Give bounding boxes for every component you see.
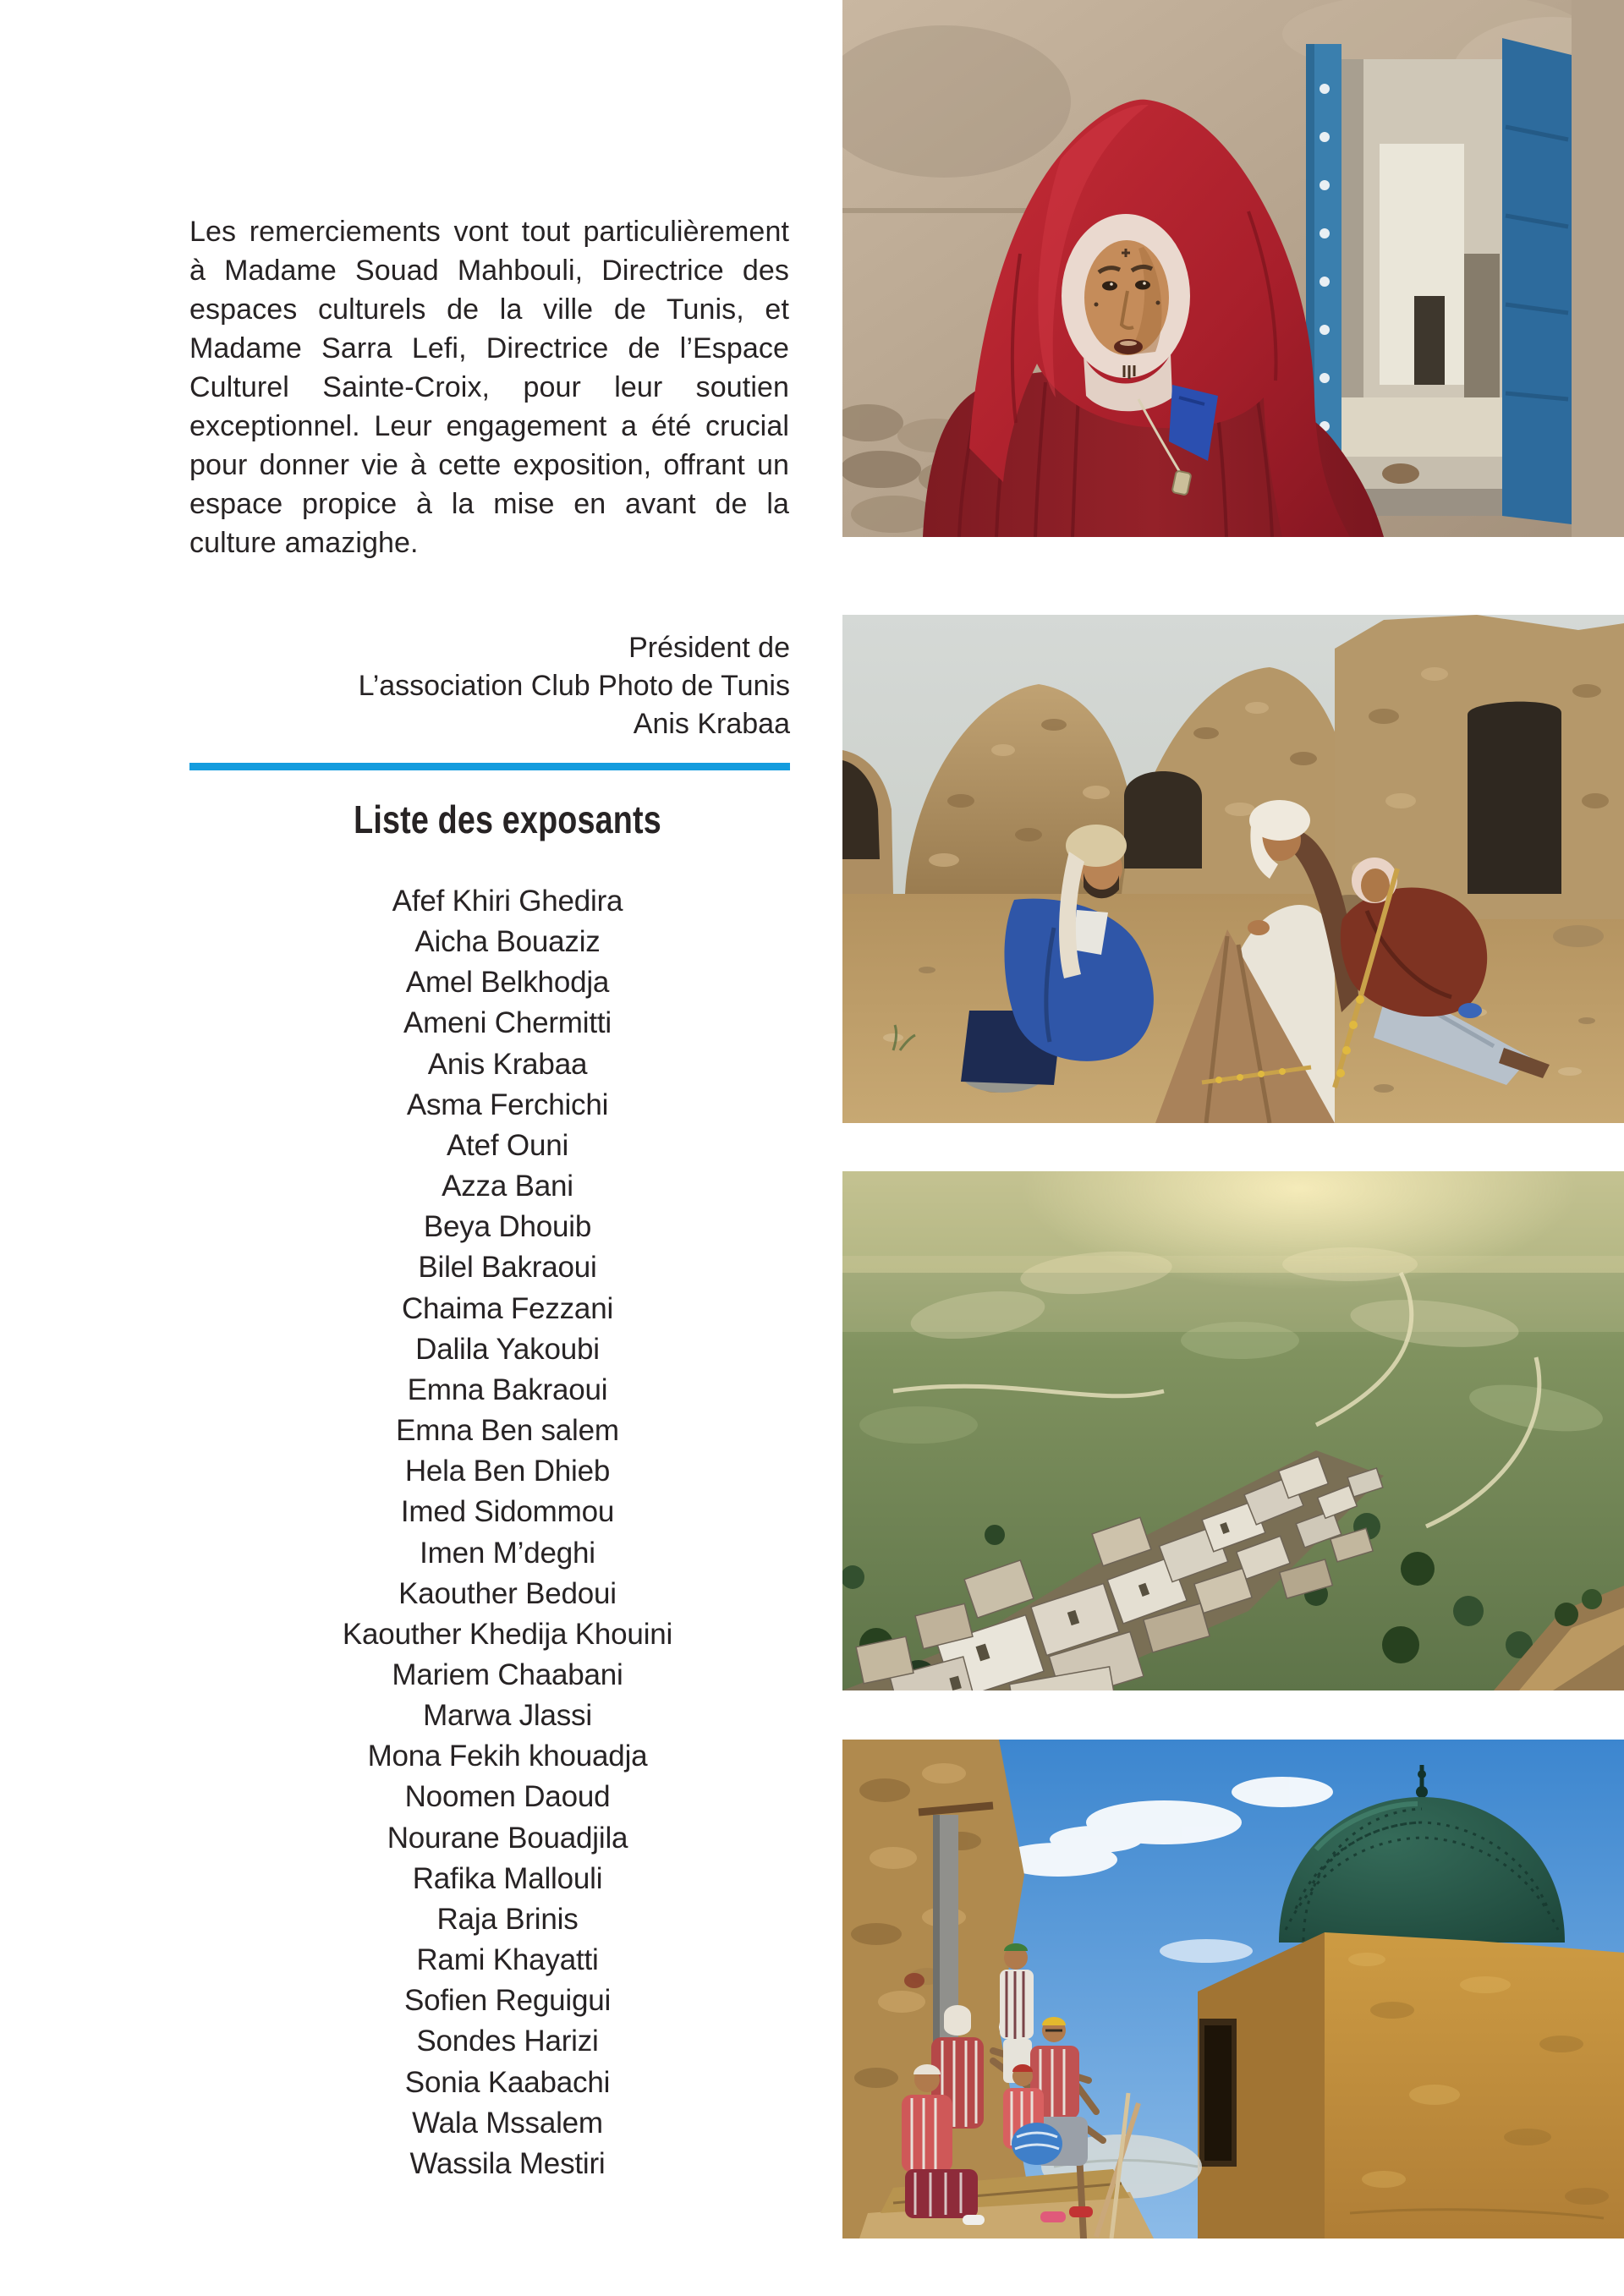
exhibitor-name: Marwa Jlassi	[423, 1699, 592, 1733]
exhibitor-name: Imen M’deghi	[420, 1536, 595, 1570]
photo-ksar-conversation-art	[842, 615, 1624, 1123]
exhibitor-name: Wala Mssalem	[412, 2106, 603, 2140]
exhibitor-name: Sonia Kaabachi	[404, 2065, 611, 2099]
signature-name: Anis Krabaa	[633, 708, 790, 740]
exhibitor-name: Wassila Mestiri	[409, 2146, 606, 2180]
exhibitor-name: Hela Ben Dhieb	[404, 1455, 611, 1488]
exhibitor-name: Rami Khayatti	[416, 1943, 599, 1977]
exhibitor-name: Beya Dhouib	[423, 1210, 592, 1244]
exhibitor-name: Mariem Chaabani	[392, 1658, 623, 1691]
signature-association: L’association Club Photo de Tunis	[358, 670, 790, 702]
exhibitor-name: Sondes Harizi	[416, 2025, 599, 2058]
blue-divider-rule	[189, 763, 790, 770]
exhibitor-name: Kaouther Khedija Khouini	[342, 1617, 673, 1651]
photo-mosquee-dome-vert-art	[842, 1740, 1624, 2238]
photo-village-aerien-art	[842, 1171, 1624, 1690]
exhibitor-name: Aicha Bouaziz	[414, 925, 601, 959]
photo-village-aerien	[842, 1171, 1624, 1690]
exhibitor-name: Bilel Bakraoui	[418, 1251, 597, 1285]
signature-block	[189, 629, 790, 743]
photo-ksar-conversation	[842, 615, 1624, 1123]
exhibitors-title: Liste des exposants	[354, 797, 661, 841]
exhibitor-name: Anis Krabaa	[427, 1047, 588, 1081]
exhibitor-name: Kaouther Bedoui	[398, 1576, 617, 1610]
photo-mosquee-dome-vert	[842, 1740, 1624, 2238]
acknowledgement-paragraph: Les remerciements vont tout particulièrement à Madame Souad Mahbouli, Directrice des espaces culturels de la ville de Tunis, et Madame Sarra Lefi, Directrice de l’Espace Culturel Sainte-Croix, pour leur soutien exceptionnel. Leur engagement a été crucial pour donner vie à cette exposition, offrant un espace propice à la mise en avant de la culture amazighe.	[189, 216, 789, 559]
exhibitor-name: Chaima Fezzani	[401, 1291, 614, 1325]
exhibitor-name: Mona Fekih khouadja	[367, 1740, 648, 1773]
exhibitor-name: Dalila Yakoubi	[415, 1332, 600, 1366]
exhibitor-name: Amel Belkhodja	[405, 966, 610, 1000]
signature-title: Président de	[628, 632, 790, 664]
exhibitor-name: Noomen Daoud	[404, 1780, 611, 1814]
exhibitor-name: Asma Ferchichi	[406, 1088, 609, 1121]
exhibitor-name: Emna Bakraoui	[407, 1373, 608, 1406]
exhibitor-name: Emna Ben salem	[396, 1414, 619, 1448]
exhibitor-name: Afef Khiri Ghedira	[392, 885, 623, 918]
exhibitor-name: Raja Brinis	[436, 1902, 579, 1936]
exhibitor-name: Atef Ouni	[446, 1128, 569, 1162]
exhibitor-name: Azza Bani	[442, 1170, 573, 1203]
photo-elderly-amazigh-woman-art	[842, 0, 1624, 537]
exhibitors-list	[223, 881, 792, 2184]
exhibitor-name: Nourane Bouadjila	[387, 1821, 628, 1855]
exhibitor-name: Rafika Mallouli	[412, 1861, 603, 1895]
exhibitor-name: Imed Sidommou	[400, 1495, 615, 1529]
exhibitor-name: Sofien Reguigui	[403, 1984, 612, 2018]
photo-elderly-amazigh-woman	[842, 0, 1624, 537]
exhibitor-name: Ameni Chermitti	[403, 1006, 612, 1040]
